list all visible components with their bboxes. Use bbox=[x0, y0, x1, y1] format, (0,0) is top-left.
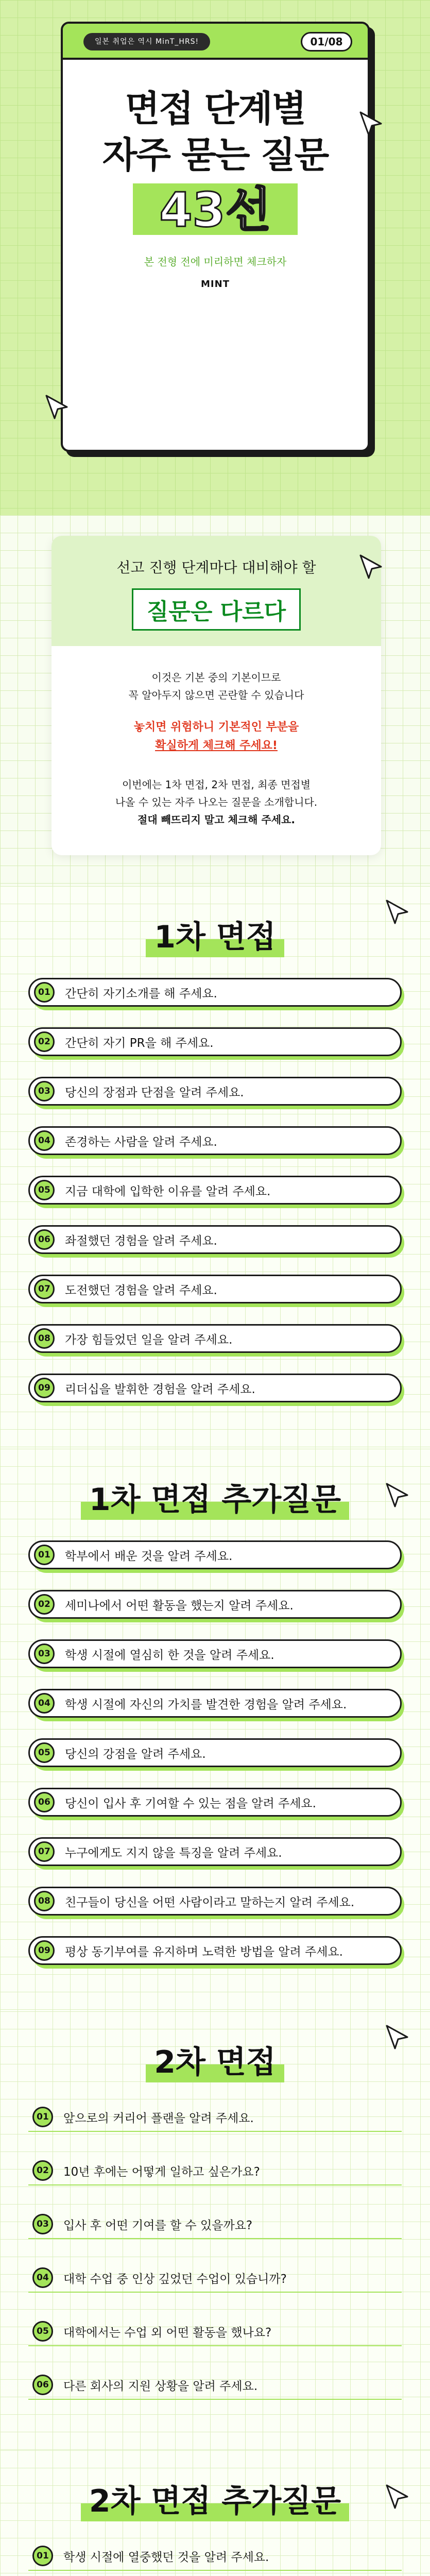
question-number: 02 bbox=[34, 1594, 55, 1615]
question-item bbox=[28, 1738, 402, 1767]
question-item bbox=[28, 978, 402, 1007]
question-text: 학부에서 배운 것을 알려 주세요. bbox=[65, 1549, 233, 1563]
question-number: 07 bbox=[34, 1279, 55, 1299]
question-text: 10년 후에는 어떻게 일하고 싶은가요? bbox=[63, 2165, 260, 2179]
question-item bbox=[28, 1176, 402, 1205]
intro-highlight: 확실하게 체크해 주세요! bbox=[155, 739, 278, 752]
question-section bbox=[0, 1449, 430, 2011]
question-number: 09 bbox=[34, 1378, 55, 1398]
question-number: 09 bbox=[34, 1940, 55, 1961]
question-number: 07 bbox=[34, 1841, 55, 1862]
intro-highlight: 놓치면 위험하니 기본적인 부분을 bbox=[133, 721, 299, 734]
question-number: 06 bbox=[32, 2375, 53, 2395]
question-text: 평상 동기부여를 유지하며 노력한 방법을 알려 주세요. bbox=[65, 1945, 343, 1959]
question-text: 누구에게도 지지 않을 특징을 알려 주세요. bbox=[65, 1846, 282, 1860]
question-number: 06 bbox=[34, 1792, 55, 1812]
question-text: 다른 회사의 지원 상황을 알려 주세요. bbox=[63, 2379, 258, 2393]
cursor-icon bbox=[41, 392, 74, 425]
question-item bbox=[28, 1639, 402, 1668]
intro-text: 이것은 기본 중의 기본이므로 bbox=[151, 671, 281, 684]
question-list bbox=[0, 2542, 430, 2576]
section-title: 1차 면접 추가질문 bbox=[81, 1480, 349, 1520]
cover-section bbox=[0, 0, 430, 515]
question-item bbox=[28, 2317, 402, 2346]
question-item bbox=[28, 2371, 402, 2400]
question-item bbox=[28, 1788, 402, 1817]
section-title: 1차 면접 bbox=[146, 917, 284, 957]
question-number: 05 bbox=[34, 1180, 55, 1200]
question-number: 01 bbox=[32, 2546, 53, 2566]
cover-topbar bbox=[63, 24, 368, 60]
cover-title-line1: 면접 단계별 bbox=[125, 88, 306, 130]
question-text: 좌절했던 경험을 알려 주세요. bbox=[65, 1234, 217, 1248]
question-number: 01 bbox=[32, 2107, 53, 2127]
cursor-icon bbox=[382, 1480, 415, 1513]
question-text: 리더십을 발휘한 경험을 알려 주세요. bbox=[65, 1382, 255, 1396]
question-text: 당신의 장점과 단점을 알려 주세요. bbox=[65, 1086, 244, 1099]
question-text: 학생 시절에 열중했던 것을 알려 주세요. bbox=[63, 2550, 269, 2564]
cursor-icon bbox=[355, 108, 388, 141]
question-text: 앞으로의 커리어 플랜을 알려 주세요. bbox=[63, 2111, 254, 2125]
question-number: 03 bbox=[34, 1643, 55, 1664]
intro-text: 절대 빼뜨리지 말고 체크해 주세요. bbox=[137, 814, 295, 826]
intro-card bbox=[51, 536, 381, 855]
question-list bbox=[0, 1540, 430, 1965]
intro-header bbox=[51, 536, 381, 646]
cover-brand: MINT bbox=[201, 279, 230, 290]
question-item bbox=[28, 1689, 402, 1718]
question-item bbox=[28, 1077, 402, 1106]
question-text: 당신이 입사 후 기여할 수 있는 점을 알려 주세요. bbox=[65, 1797, 316, 1810]
question-number: 05 bbox=[34, 1742, 55, 1763]
cover-count: 43선 bbox=[133, 183, 298, 235]
page-indicator: 01/08 bbox=[301, 32, 352, 52]
question-item bbox=[28, 1126, 402, 1155]
section-title: 2차 면접 추가질문 bbox=[81, 2481, 349, 2521]
question-number: 04 bbox=[32, 2267, 53, 2288]
question-number: 01 bbox=[34, 982, 55, 1003]
question-text: 가장 힘들었던 일을 알려 주세요. bbox=[65, 1333, 233, 1347]
question-section bbox=[0, 2450, 430, 2576]
question-text: 친구들이 당신을 어떤 사람이라고 말하는지 알려 주세요. bbox=[65, 1895, 355, 1909]
question-item bbox=[28, 2542, 402, 2571]
question-number: 01 bbox=[34, 1545, 55, 1565]
cursor-icon bbox=[382, 2022, 415, 2055]
cover-title-line2: 자주 묻는 질문 bbox=[102, 134, 329, 176]
question-item bbox=[28, 2157, 402, 2185]
question-item bbox=[28, 2103, 402, 2132]
cover-card bbox=[61, 22, 370, 452]
question-item bbox=[28, 1324, 402, 1353]
question-item bbox=[28, 1027, 402, 1056]
question-number: 02 bbox=[32, 2160, 53, 2181]
question-text: 간단히 자기 PR을 해 주세요. bbox=[65, 1036, 214, 1050]
question-item bbox=[28, 1275, 402, 1303]
intro-body bbox=[51, 646, 381, 828]
question-item bbox=[28, 1225, 402, 1254]
question-text: 당신의 강점을 알려 주세요. bbox=[65, 1747, 206, 1761]
section-title: 2차 면접 bbox=[146, 2042, 284, 2082]
question-text: 대학에서는 수업 외 어떤 활동을 했나요? bbox=[63, 2326, 272, 2340]
question-section bbox=[0, 886, 430, 1449]
question-item bbox=[28, 2264, 402, 2293]
question-item bbox=[28, 1374, 402, 1402]
question-item bbox=[28, 1887, 402, 1916]
question-number: 04 bbox=[34, 1130, 55, 1151]
intro-lead: 선고 진행 단계마다 대비해야 할 bbox=[116, 559, 316, 576]
question-text: 간단히 자기소개를 해 주세요. bbox=[65, 987, 217, 1001]
cursor-icon bbox=[382, 896, 415, 929]
intro-text: 꼭 알아두지 않으면 곤란할 수 있습니다 bbox=[128, 689, 304, 701]
question-number: 02 bbox=[34, 1031, 55, 1052]
intro-text: 나올 수 있는 자주 나오는 질문을 소개합니다. bbox=[115, 796, 318, 808]
question-section bbox=[0, 2011, 430, 2450]
question-text: 존경하는 사람을 알려 주세요. bbox=[65, 1135, 217, 1149]
question-text: 도전했던 경험을 알려 주세요. bbox=[65, 1283, 217, 1297]
question-number: 05 bbox=[32, 2321, 53, 2342]
question-item bbox=[28, 1590, 402, 1619]
question-item bbox=[28, 1837, 402, 1866]
question-item bbox=[28, 1936, 402, 1965]
question-text: 대학 수업 중 인상 깊었던 수업이 있습니까? bbox=[63, 2272, 287, 2286]
cursor-icon bbox=[382, 2481, 415, 2514]
question-sections bbox=[0, 886, 430, 2576]
question-list bbox=[0, 2103, 430, 2400]
question-number: 04 bbox=[34, 1693, 55, 1714]
question-item bbox=[28, 1540, 402, 1569]
question-number: 08 bbox=[34, 1328, 55, 1349]
question-number: 08 bbox=[34, 1891, 55, 1911]
question-text: 학생 시절에 자신의 가치를 발견한 경험을 알려 주세요. bbox=[65, 1698, 347, 1711]
cursor-icon bbox=[355, 551, 388, 584]
intro-headline: 질문은 다르다 bbox=[132, 588, 301, 631]
cover-subtitle: 본 전형 전에 미리하면 체크하자 bbox=[144, 256, 287, 268]
intro-section bbox=[0, 515, 430, 886]
question-number: 06 bbox=[34, 1229, 55, 1250]
question-list bbox=[0, 978, 430, 1402]
question-text: 학생 시절에 열심히 한 것을 알려 주세요. bbox=[65, 1648, 274, 1662]
cover-title bbox=[63, 86, 368, 178]
question-text: 입사 후 어떤 기여를 할 수 있을까요? bbox=[63, 2218, 253, 2232]
question-item bbox=[28, 2210, 402, 2239]
question-number: 03 bbox=[34, 1081, 55, 1101]
cover-tag: 일본 취업은 역시 MinT_HRS! bbox=[83, 33, 210, 50]
question-text: 세미나에서 어떤 활동을 했는지 알려 주세요. bbox=[65, 1599, 294, 1613]
intro-text: 이번에는 1차 면접, 2차 면접, 최종 면접별 bbox=[122, 778, 311, 791]
question-number: 03 bbox=[32, 2214, 53, 2234]
question-text: 지금 대학에 입학한 이유를 알려 주세요. bbox=[65, 1184, 271, 1198]
